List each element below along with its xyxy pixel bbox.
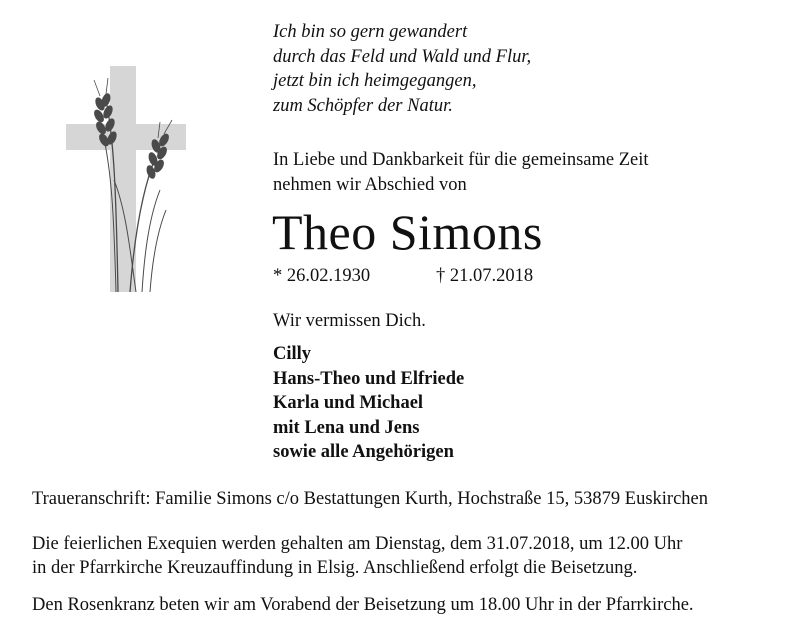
birth-date: * 26.02.1930 xyxy=(273,266,371,286)
poem-line: jetzt bin ich heimgegangen, xyxy=(273,71,477,91)
family-member: Karla und Michael xyxy=(273,393,424,413)
deceased-name: Theo Simons xyxy=(272,204,543,260)
intro-text xyxy=(273,148,649,197)
life-dates xyxy=(273,264,573,288)
funeral-notice-line: Die feierlichen Exequien werden gehalten am Dienstag, dem 31.07.2018, um 12.00 Uhr xyxy=(32,534,683,554)
cross-icon xyxy=(56,60,196,300)
mourning-address: Traueranschrift: Familie Simons c/o Bestattungen Kurth, Hochstraße 15, 53879 Euskirchen xyxy=(32,489,708,509)
family-member: Hans-Theo und Elfriede xyxy=(273,368,465,389)
farewell-line: Wir vermissen Dich. xyxy=(273,311,426,331)
family-member: mit Lena und Jens xyxy=(273,417,420,438)
family-member: sowie alle Angehörigen xyxy=(273,442,454,462)
cross-with-wheat-icon xyxy=(56,60,196,305)
poem-line: zum Schöpfer der Natur. xyxy=(273,95,453,116)
rosary-notice: Den Rosenkranz beten wir am Vorabend der Beisetzung um 18.00 Uhr in der Pfarrkirche. xyxy=(32,595,694,615)
poem-line: durch das Feld und Wald und Flur, xyxy=(273,46,532,67)
family-list xyxy=(273,342,464,465)
funeral-notice-line: in der Pfarrkirche Kreuzauffindung in Elsig. Anschließend erfolgt die Beisetzung. xyxy=(32,558,638,578)
poem xyxy=(273,20,531,118)
death-date: † 21.07.2018 xyxy=(436,266,534,286)
funeral-notice xyxy=(32,532,682,580)
family-member: Cilly xyxy=(273,344,312,364)
poem-line: Ich bin so gern gewandert xyxy=(273,22,468,42)
intro-line: In Liebe und Dankbarkeit für die gemeinsame Zeit xyxy=(273,150,649,170)
intro-line: nehmen wir Abschied von xyxy=(273,174,467,195)
